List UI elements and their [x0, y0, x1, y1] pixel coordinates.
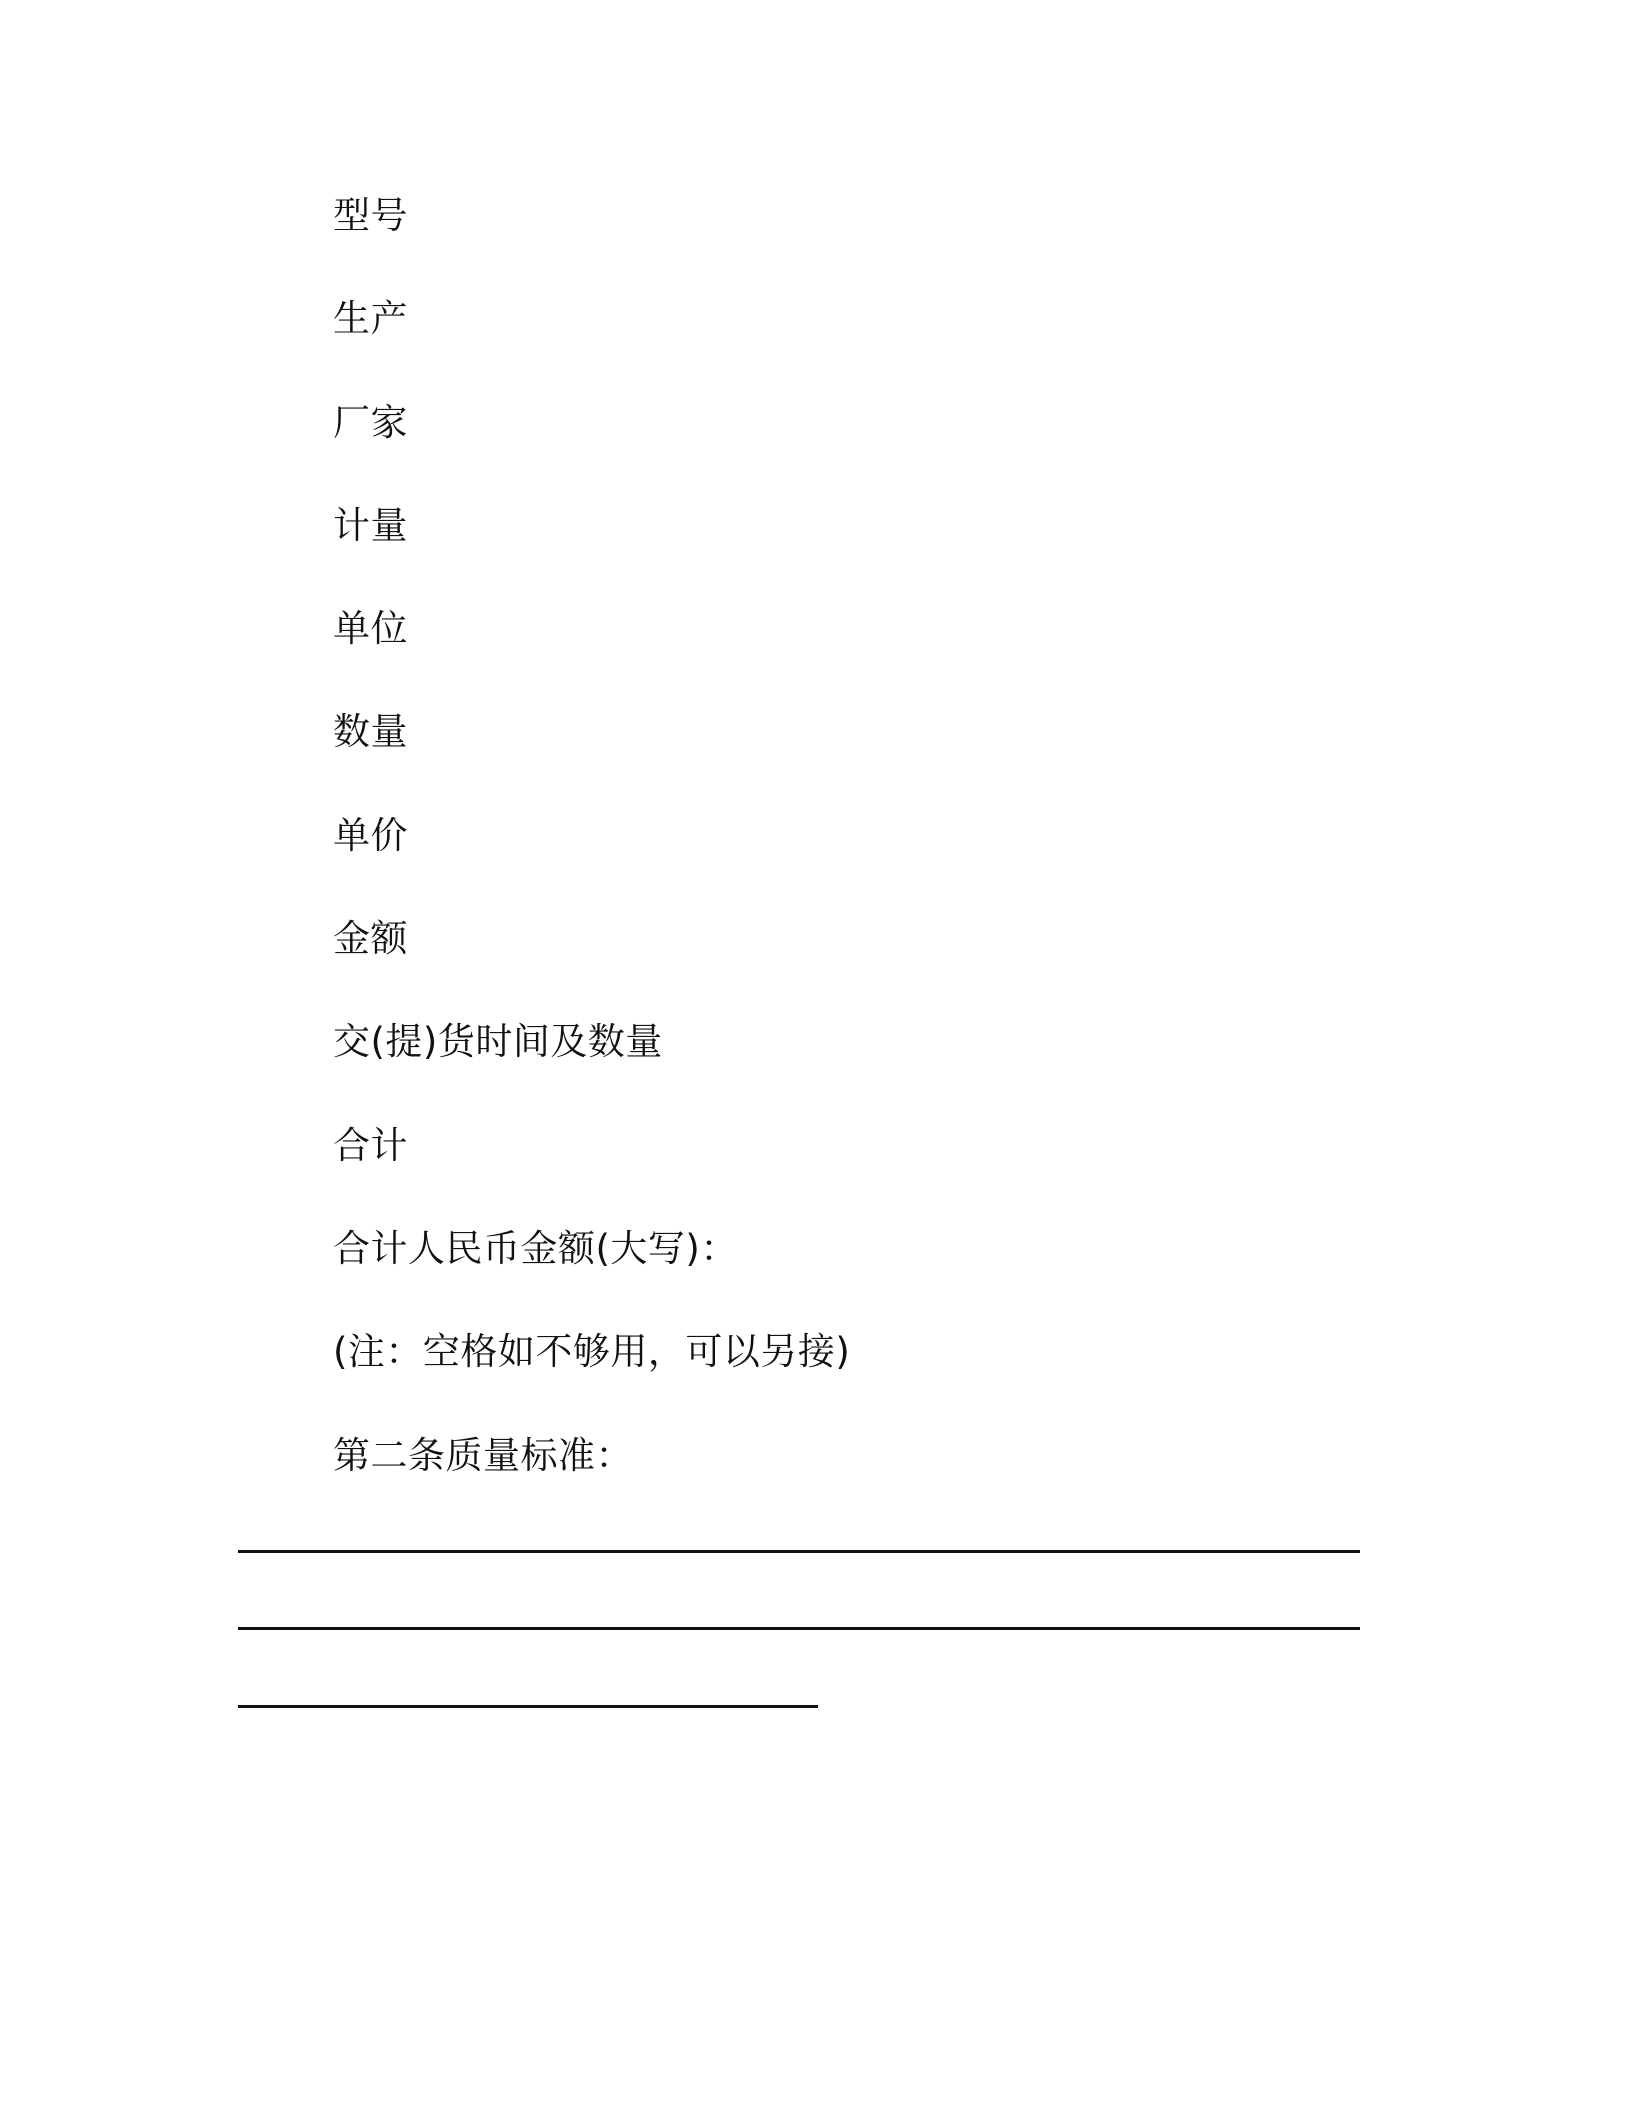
label-model: 型号	[333, 194, 408, 237]
blank-fill-line	[238, 1705, 818, 1708]
blank-fill-line	[238, 1627, 1360, 1630]
blank-fill-line	[238, 1550, 1360, 1553]
label-measurement: 计量	[333, 504, 408, 547]
label-delivery-time-quantity: 交(提)货时间及数量	[333, 1020, 663, 1063]
label-quantity: 数量	[333, 710, 408, 753]
section-quality-standard: 第二条质量标准：	[333, 1434, 633, 1477]
label-amount: 金额	[333, 917, 408, 960]
label-production: 生产	[333, 297, 408, 340]
label-manufacturer: 厂家	[333, 401, 408, 444]
label-unit-price: 单价	[333, 814, 408, 857]
note-extra-space: (注：空格如不够用，可以另接)	[333, 1330, 851, 1373]
label-total: 合计	[333, 1124, 408, 1167]
label-unit: 单位	[333, 607, 408, 650]
label-total-rmb-amount: 合计人民币金额(大写)：	[333, 1227, 738, 1270]
